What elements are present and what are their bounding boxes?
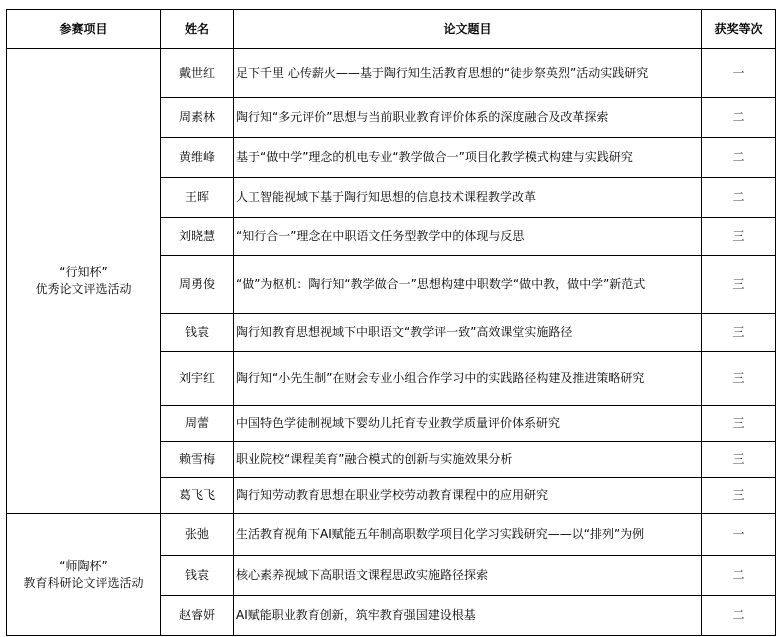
header-row: [7, 10, 776, 49]
award-level: 三: [702, 218, 776, 256]
table-row: [7, 514, 776, 556]
award-level: 三: [702, 256, 776, 314]
author-name: 钱袁: [161, 314, 234, 352]
paper-title: “知行合一”理念在中职语文任务型教学中的体现与反思: [234, 218, 702, 256]
award-level: 三: [702, 352, 776, 406]
author-name: 周素林: [161, 98, 234, 138]
award-level: 二: [702, 596, 776, 636]
category-cell: [7, 514, 161, 636]
paper-title: 职业院校“课程美育”融合模式的创新与实施效果分析: [234, 442, 702, 478]
paper-title: 生活教育视角下AI赋能五年制高职数学项目化学习实践研究——以“排列”为例: [234, 514, 702, 556]
author-name: 刘宇红: [161, 352, 234, 406]
award-level: 一: [702, 49, 776, 98]
header-title: 论文题目: [234, 10, 702, 49]
author-name: 周蕾: [161, 406, 234, 442]
category-line2: 优秀论文评选活动: [35, 282, 132, 296]
author-name: 戴世红: [161, 49, 234, 98]
paper-title: 核心素养视域下高职语文课程思政实施路径探索: [234, 556, 702, 596]
category-line1: “师陶杯”: [59, 558, 108, 573]
author-name: 赖雪梅: [161, 442, 234, 478]
paper-title: 人工智能视域下基于陶行知思想的信息技术课程教学改革: [234, 178, 702, 218]
author-name: 刘晓慧: [161, 218, 234, 256]
award-level: 三: [702, 442, 776, 478]
award-level: 二: [702, 556, 776, 596]
category-line1: “行知杯”: [59, 265, 108, 279]
category-cell: [7, 49, 161, 514]
paper-title: 陶行知“多元评价”思想与当前职业教育评价体系的深度融合及改革探索: [234, 98, 702, 138]
author-name: 赵睿妍: [161, 596, 234, 636]
table-row: [7, 49, 776, 98]
paper-title: 基于“做中学”理念的机电专业“教学做合一”项目化教学模式构建与实践研究: [234, 138, 702, 178]
award-level: 三: [702, 478, 776, 514]
award-level: 二: [702, 138, 776, 178]
paper-title: 中国特色学徒制视域下婴幼儿托育专业教学质量评价体系研究: [234, 406, 702, 442]
header-name: 姓名: [161, 10, 234, 49]
paper-title: AI赋能职业教育创新，筑牢教育强国建设根基: [234, 596, 702, 636]
author-name: 钱袁: [161, 556, 234, 596]
award-level: 三: [702, 406, 776, 442]
author-name: 黄维峰: [161, 138, 234, 178]
award-table: [6, 9, 776, 636]
paper-title: 足下千里 心传薪火——基于陶行知生活教育思想的“徒步祭英烈”活动实践研究: [234, 49, 702, 98]
award-level: 一: [702, 514, 776, 556]
header-award: 获奖等次: [702, 10, 776, 49]
paper-title: 陶行知教育思想视域下中职语文“教学评一致”高效课堂实施路径: [234, 314, 702, 352]
category-line2: 教育科研论文评选活动: [23, 575, 144, 590]
author-name: 周勇俊: [161, 256, 234, 314]
paper-title: 陶行知“小先生制”在财会专业小组合作学习中的实践路径构建及推进策略研究: [234, 352, 702, 406]
author-name: 葛飞飞: [161, 478, 234, 514]
award-level: 二: [702, 98, 776, 138]
paper-title: 陶行知劳动教育思想在职业学校劳动教育课程中的应用研究: [234, 478, 702, 514]
award-level: 三: [702, 314, 776, 352]
author-name: 王晖: [161, 178, 234, 218]
award-level: 二: [702, 178, 776, 218]
paper-title: “做”为枢机：陶行知“教学做合一”思想构建中职数学“做中教，做中学”新范式: [234, 256, 702, 314]
header-category: 参赛项目: [7, 10, 161, 49]
author-name: 张弛: [161, 514, 234, 556]
